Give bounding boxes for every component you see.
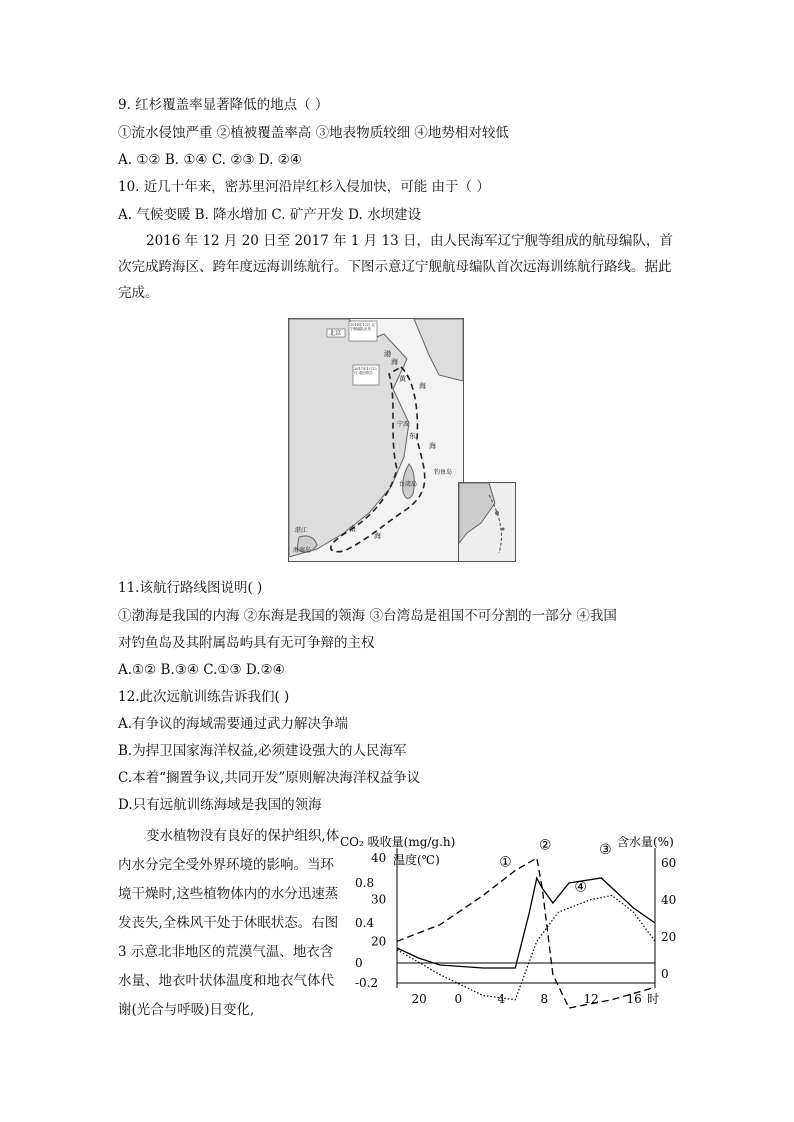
temp-tick: 30 xyxy=(371,892,387,907)
series-label-3: ③ xyxy=(599,841,612,858)
series-2-line xyxy=(397,878,655,968)
lichen-chart xyxy=(340,828,685,1008)
map-label-hai-4: 海 xyxy=(374,532,381,540)
q12-option-a: A.有争议的海域需要通过武力解决争端 xyxy=(118,716,349,732)
intro-paragraph: 2016 年 12 月 20 日至 2017 年 1 月 13 日，由人民海军辽宁舰等组成的航母编队，首次完成跨海区、跨年度远海训练航行。下图示意辽宁舰航母编队首次远海训练航行路线。据此完成。 xyxy=(118,233,674,301)
route-map-drawing xyxy=(289,319,463,561)
map-label-zhanjiang: 湛江 xyxy=(295,527,308,534)
map-inset xyxy=(458,482,516,562)
series-label-2: ② xyxy=(538,837,552,854)
series-4-line xyxy=(397,896,655,1000)
map-label-huang: 黄 xyxy=(399,375,406,383)
q11-stem: 11.该航行路线图说明( ) xyxy=(118,580,263,596)
map-label-bo: 渤 xyxy=(384,350,391,358)
map-label-hai-3: 海 xyxy=(429,442,436,450)
ylabel-right: 含水量(%) xyxy=(617,835,674,849)
q11-options-1: ①渤海是我国的内海 ②东海是我国的领海 ③台湾岛是祖国不可分割的一部分 ④我国 xyxy=(118,608,617,624)
right-tick: 20 xyxy=(661,929,677,944)
q12-option-d: D.只有远航训练海域是我国的领海 xyxy=(118,797,322,813)
map-label-dong: 东 xyxy=(409,432,416,440)
q12-option-b: B.为捍卫国家海洋权益,必须建设强大的人民海军 xyxy=(118,743,407,759)
lichen-paragraph: 变水植物没有良好的保护组织,体内水分完全受外界环境的影响。当环境干燥时,这些植物体内的水分迅速蒸发丧失,全株风干处于休眠状态。右图 3 示意北非地区的荒漠气温、地衣含水量、地衣叶状体温度和地衣气体代谢(光合与呼吸)日变化, xyxy=(118,828,340,1018)
map-label-ningbo: 宁波 xyxy=(397,421,410,428)
q12-option-c: C.本着“搁置争议,共同开发”原则解决海洋权益争议 xyxy=(118,770,421,786)
left-tick: 0.8 xyxy=(355,876,375,890)
route-map xyxy=(288,318,464,562)
x-tick: 12 xyxy=(583,992,599,1006)
map-label-beijing: 北京 xyxy=(329,330,342,337)
q9-answers: A. ①② B. ①④ C. ②③ D. ②④ xyxy=(118,152,302,168)
map-label-nan: 南 xyxy=(349,525,356,533)
map-label-depart: 2016年12月 辽宁舰编队出发 xyxy=(350,323,375,331)
map-label-taiwan: 台湾岛 xyxy=(399,481,418,488)
x-tick: 20 xyxy=(411,992,427,1006)
x-tick: 16 xyxy=(626,992,642,1006)
x-tick: 8 xyxy=(540,992,549,1006)
series-label-1: ① xyxy=(499,854,512,871)
q11-answers: A.①② B.③④ C.①③ D.②④ xyxy=(118,662,285,678)
x-tick: 0 xyxy=(454,992,463,1006)
ylabel-left2: 温度(℃) xyxy=(393,853,440,867)
right-tick: 60 xyxy=(661,856,677,870)
map-label-return: 2017年1月13日 返回青岛 xyxy=(354,367,377,375)
q11-options-2: 对钓鱼岛及其附属岛屿具有无可争辩的主权 xyxy=(118,635,375,651)
q9-options: ①流水侵蚀严重 ②植被覆盖率高 ③地表物质较细 ④地势相对较低 xyxy=(118,125,509,141)
left-tick: 0 xyxy=(355,956,363,970)
map-inset-drawing xyxy=(459,483,515,561)
right-tick: 0 xyxy=(661,966,669,981)
temp-tick: 40 xyxy=(371,851,387,865)
q9-stem: 9. 红杉覆盖率显著降低的地点（ ） xyxy=(118,97,329,113)
series-label-4: ④ xyxy=(574,879,587,896)
map-label-hai-2: 海 xyxy=(419,382,426,390)
q12-stem: 12.此次远航训练告诉我们( ) xyxy=(118,689,290,705)
right-tick: 40 xyxy=(661,892,677,907)
map-label-hainan: 海南岛 xyxy=(293,547,312,554)
temp-tick: 20 xyxy=(371,934,387,949)
map-label-diaoyu: 钓鱼岛 xyxy=(434,469,453,476)
series-1-line xyxy=(397,858,655,1008)
left-tick: -0.2 xyxy=(355,976,379,990)
left-tick: 0.4 xyxy=(355,916,375,930)
lichen-chart-svg xyxy=(340,828,685,1008)
ylabel-left: CO₂ 吸收量(mg/g.h) xyxy=(340,835,456,849)
map-label-hai-1: 海 xyxy=(391,358,398,366)
q10-answers: A. 气候变暖 B. 降水增加 C. 矿产开发 D. 水坝建设 xyxy=(118,207,422,223)
x-unit: 时 xyxy=(647,992,660,1006)
q10-stem: 10. 近几十年来，密苏里河沿岸红杉入侵加快，可能 由于（ ） xyxy=(118,179,490,195)
x-tick: 4 xyxy=(497,992,506,1006)
